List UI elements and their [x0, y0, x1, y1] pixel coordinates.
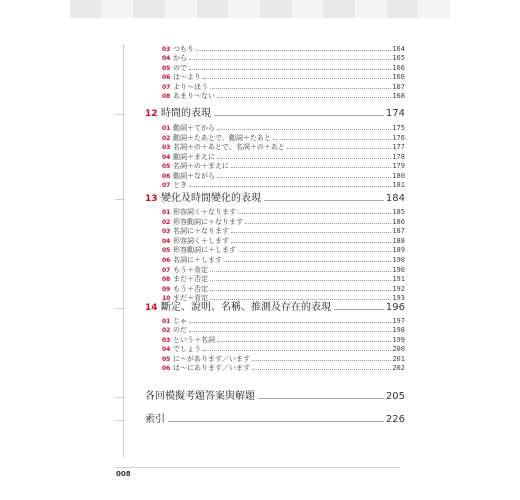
section-leader [214, 115, 384, 116]
section-page: 174 [385, 108, 405, 119]
dot-leader [210, 271, 391, 272]
section-page: 184 [385, 193, 405, 204]
toc-item[interactable] [162, 256, 405, 265]
item-number: 06 [162, 365, 171, 372]
item-number: 06 [162, 172, 171, 180]
item-page: 201 [392, 354, 405, 363]
item-title: 動詞＋まえに [173, 152, 215, 161]
dot-leader [217, 97, 391, 98]
item-number: 03 [162, 228, 171, 236]
section-tick [115, 199, 125, 200]
item-number: 01 [162, 209, 171, 216]
item-number: 06 [162, 74, 171, 82]
toc-item[interactable] [162, 336, 405, 345]
item-title: より～ほう [173, 82, 208, 91]
item-title: つもり [173, 45, 194, 53]
item-title: あまり～ない [173, 92, 215, 100]
dot-leader [231, 242, 391, 243]
item-page: 178 [392, 152, 405, 161]
toc-item[interactable] [162, 218, 405, 227]
item-title: 形容詞く＋します [173, 236, 229, 245]
item-number: 03 [162, 336, 171, 344]
item-page: 165 [392, 54, 405, 63]
item-page: 185 [392, 208, 405, 216]
left-margin-rule [123, 44, 124, 457]
toc-item[interactable] [162, 124, 405, 133]
section-leader [168, 421, 384, 422]
item-title: から [173, 54, 187, 63]
item-number: 04 [162, 153, 171, 161]
item-title: という＋名詞 [173, 335, 215, 344]
toc-item[interactable] [162, 92, 405, 101]
item-number: 04 [162, 237, 171, 245]
item-title: とき [173, 181, 187, 189]
section-leader [258, 398, 384, 399]
dot-leader [238, 213, 391, 214]
section-title: 變化及時間變化的表現 [161, 193, 261, 204]
section-tick [115, 420, 125, 421]
item-number: 02 [162, 218, 171, 226]
item-title: は～より [173, 73, 201, 82]
item-page: 168 [392, 92, 405, 100]
item-page: 202 [392, 364, 405, 372]
toc-item[interactable] [162, 54, 405, 63]
item-page: 188 [392, 236, 405, 245]
item-number: 02 [162, 327, 171, 335]
page-number: 008 [116, 470, 131, 478]
toc-item[interactable] [162, 153, 405, 162]
dot-leader [231, 167, 391, 168]
item-number: 04 [162, 55, 171, 63]
dot-leader [189, 331, 391, 332]
section-title: 索引 [145, 414, 165, 425]
toc-item[interactable] [162, 275, 405, 284]
item-title: 名詞に＋します [173, 256, 222, 264]
toc-item[interactable] [162, 227, 405, 236]
dot-leader [196, 50, 391, 51]
item-number: 08 [162, 93, 171, 100]
item-number: 07 [162, 83, 171, 91]
toc-section-heading[interactable] [145, 107, 405, 121]
item-number: 03 [162, 144, 171, 151]
item-page: 189 [392, 246, 405, 255]
toc-item[interactable] [162, 345, 405, 354]
item-title: に～があります／います [173, 354, 250, 363]
dot-leader [210, 280, 391, 281]
item-page: 164 [392, 45, 405, 53]
item-number: 05 [162, 247, 171, 255]
item-number: 05 [162, 64, 171, 72]
item-title: でしょう [173, 345, 201, 354]
item-title: もう＋肯定 [173, 265, 208, 274]
dot-leader [245, 223, 391, 224]
toc-item[interactable] [162, 143, 405, 152]
item-number: 08 [162, 276, 171, 284]
toc-item[interactable] [162, 237, 405, 246]
dot-leader [217, 341, 391, 342]
item-title: 動詞＋たあとで、動詞＋たあと [173, 133, 271, 142]
toc-item[interactable] [162, 64, 405, 73]
dot-leader [189, 186, 391, 187]
item-page: 193 [392, 294, 405, 303]
toc-section-heading[interactable] [145, 192, 405, 206]
section-number: 13 [145, 194, 158, 204]
item-page: 199 [392, 335, 405, 344]
dot-leader [203, 78, 391, 79]
toc-item[interactable] [162, 208, 405, 217]
dot-leader [203, 350, 391, 351]
item-page: 192 [392, 284, 405, 293]
item-page: 197 [392, 317, 405, 325]
toc-section-heading[interactable] [145, 413, 405, 427]
toc-item[interactable] [162, 45, 405, 54]
section-number: 12 [145, 109, 158, 119]
item-number: 07 [162, 182, 171, 189]
toc-item[interactable] [162, 162, 405, 171]
item-page: 198 [392, 326, 405, 335]
toc-item[interactable] [162, 181, 405, 190]
item-page: 187 [392, 227, 405, 236]
toc-item[interactable] [162, 134, 405, 143]
item-title: 形容詞く＋なります [173, 208, 236, 216]
item-number: 05 [162, 163, 171, 170]
item-page: 190 [392, 265, 405, 274]
toc-item[interactable] [162, 83, 405, 92]
item-title: 名詞に＋なります [173, 227, 229, 236]
item-number: 02 [162, 134, 171, 142]
dot-leader [217, 158, 391, 159]
section-page: 226 [385, 414, 405, 425]
dot-leader [252, 369, 391, 370]
item-number: 03 [162, 46, 171, 53]
item-page: 176 [392, 133, 405, 142]
item-number: 05 [162, 355, 171, 363]
item-page: 179 [392, 162, 405, 170]
item-title: まだ＋肯定 [173, 294, 208, 303]
dot-leader [217, 129, 391, 130]
dot-leader [224, 261, 391, 262]
item-page: 167 [392, 82, 405, 91]
section-page: 196 [385, 302, 405, 313]
item-page: 191 [392, 275, 405, 284]
item-page: 190 [392, 256, 405, 264]
toc-section-heading[interactable] [145, 390, 405, 404]
item-title: 形容動詞に＋なります [173, 217, 243, 226]
section-title: 時間的表現 [161, 108, 211, 119]
toc-item[interactable] [162, 73, 405, 82]
toc-item[interactable] [162, 172, 405, 181]
item-page: 166 [392, 63, 405, 72]
item-page: 177 [392, 143, 405, 151]
item-title: 動詞＋ながら [173, 171, 215, 180]
item-number: 01 [162, 318, 171, 325]
toc-item[interactable] [162, 246, 405, 255]
dot-leader [210, 290, 391, 291]
section-title: 各回模擬考題答案與解題 [145, 391, 255, 402]
dot-leader [217, 177, 391, 178]
item-number: 07 [162, 266, 171, 274]
item-page: 186 [392, 217, 405, 226]
item-number: 06 [162, 257, 171, 264]
item-page: 175 [392, 124, 405, 132]
dot-leader [231, 232, 391, 233]
item-title: 名詞＋の＋まえに [173, 162, 229, 170]
item-title: 動詞＋てから [173, 124, 215, 132]
toc-item[interactable] [162, 364, 405, 373]
item-number: 09 [162, 285, 171, 293]
item-title: じゃ [173, 317, 187, 325]
item-number: 04 [162, 346, 171, 354]
item-number: 01 [162, 125, 171, 132]
section-title: 斷定、說明、名稱、推測及存在的表現 [161, 302, 331, 313]
dot-leader [189, 322, 391, 323]
item-title: 形容動詞に＋します [173, 246, 236, 255]
toc-item[interactable] [162, 317, 405, 326]
dot-leader [210, 88, 391, 89]
item-title: は～にあります／います [173, 364, 250, 372]
section-tick [115, 308, 125, 309]
toc-item[interactable] [162, 326, 405, 335]
section-leader [334, 309, 384, 310]
top-decorative-bar [70, 0, 450, 18]
item-page: 166 [392, 73, 405, 82]
item-title: ので [173, 63, 187, 72]
section-page: 205 [385, 391, 405, 402]
toc-item[interactable] [162, 266, 405, 275]
section-tick [115, 397, 125, 398]
toc-item[interactable] [162, 355, 405, 364]
dot-leader [189, 59, 391, 60]
section-number: 14 [145, 303, 158, 313]
toc-item[interactable] [162, 285, 405, 294]
item-title: まだ＋否定 [173, 275, 208, 284]
item-page: 200 [392, 345, 405, 354]
dot-leader [189, 69, 391, 70]
item-number: 10 [162, 295, 171, 303]
dot-leader [238, 251, 391, 252]
toc-section-heading[interactable] [145, 301, 405, 315]
item-title: のだ [173, 326, 187, 335]
item-title: もう＋否定 [173, 284, 208, 293]
dot-leader [273, 139, 391, 140]
section-tick [115, 114, 125, 115]
item-page: 181 [392, 181, 405, 189]
item-page: 180 [392, 171, 405, 180]
dot-leader [287, 148, 391, 149]
footer-rule [115, 467, 400, 468]
dot-leader [252, 360, 391, 361]
section-leader [264, 200, 384, 201]
item-title: 名詞＋の＋あとで、名詞＋の＋あと [173, 143, 285, 151]
